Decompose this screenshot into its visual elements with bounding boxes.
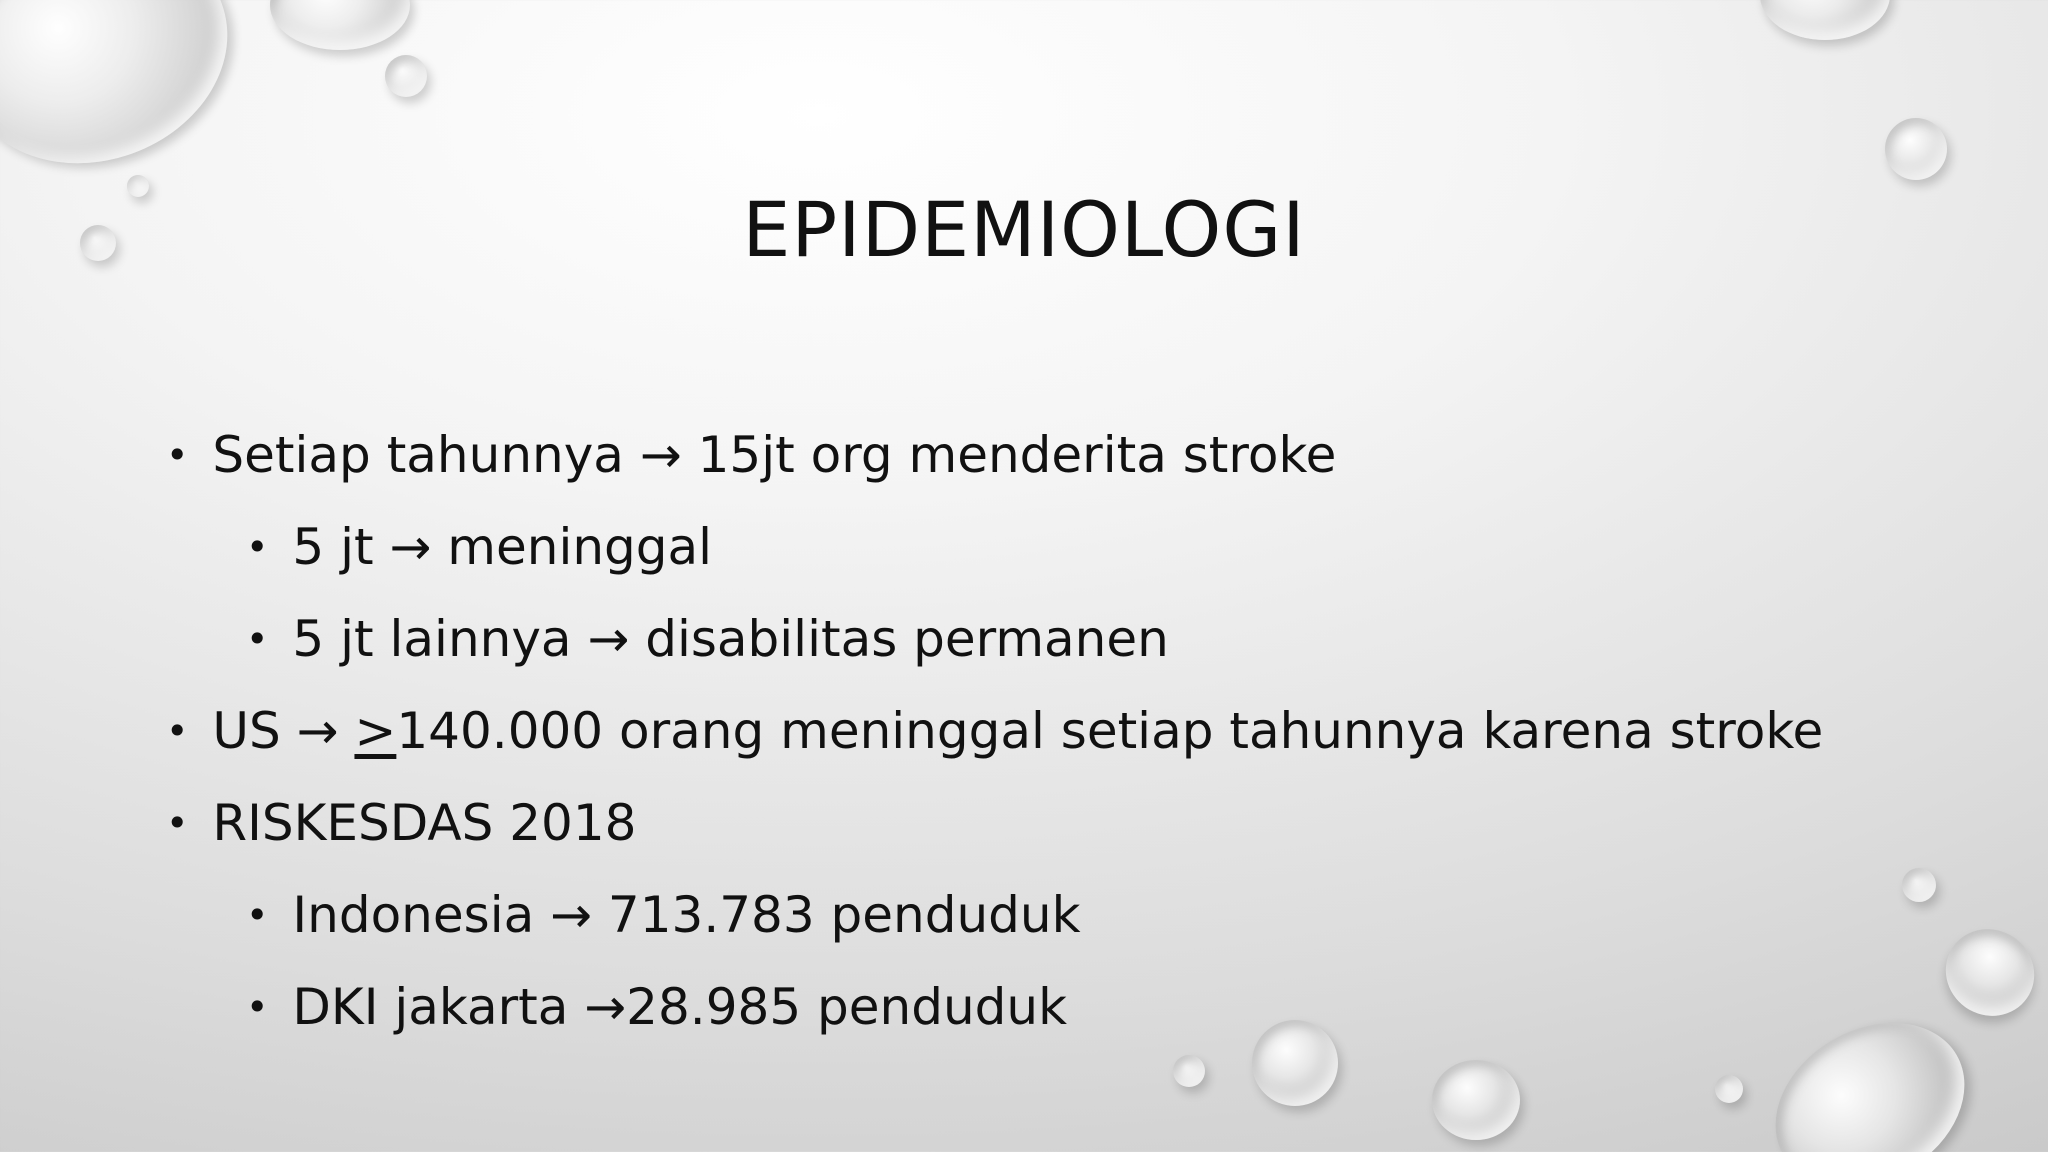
bullet-text: RISKESDAS 2018 <box>212 794 637 852</box>
sub-bullet-item <box>246 977 1067 1041</box>
bullet-text: 140.000 orang meninggal setiap tahunnya karena stroke <box>396 702 1824 760</box>
bullet-dot-icon: • <box>246 616 269 661</box>
sub-bullet-item <box>246 517 712 581</box>
bullet-text: Indonesia → 713.783 penduduk <box>292 886 1081 944</box>
bullet-item <box>166 793 636 857</box>
bullet-item <box>166 701 1823 765</box>
sub-bullet-item <box>246 609 1169 673</box>
greater-equal-symbol: > <box>354 702 397 760</box>
bullet-text: DKI jakarta →28.985 penduduk <box>292 978 1068 1036</box>
bullet-dot-icon: • <box>166 708 189 753</box>
bullet-dot-icon: • <box>246 524 269 569</box>
bullet-dot-icon: • <box>166 800 189 845</box>
bullet-text: 5 jt lainnya → disabilitas permanen <box>292 610 1169 668</box>
bullet-dot-icon: • <box>246 892 269 937</box>
bullet-item <box>166 425 1336 489</box>
bullet-dot-icon: • <box>246 984 269 1029</box>
bullet-text: 5 jt → meninggal <box>292 518 713 576</box>
slide-title: EPIDEMIOLOGI <box>742 185 1306 274</box>
bullet-text-prefix: US → <box>212 702 355 760</box>
bullet-dot-icon: • <box>166 432 189 477</box>
sub-bullet-item <box>246 885 1081 949</box>
bullet-text: Setiap tahunnya → 15jt org menderita stroke <box>212 426 1337 484</box>
